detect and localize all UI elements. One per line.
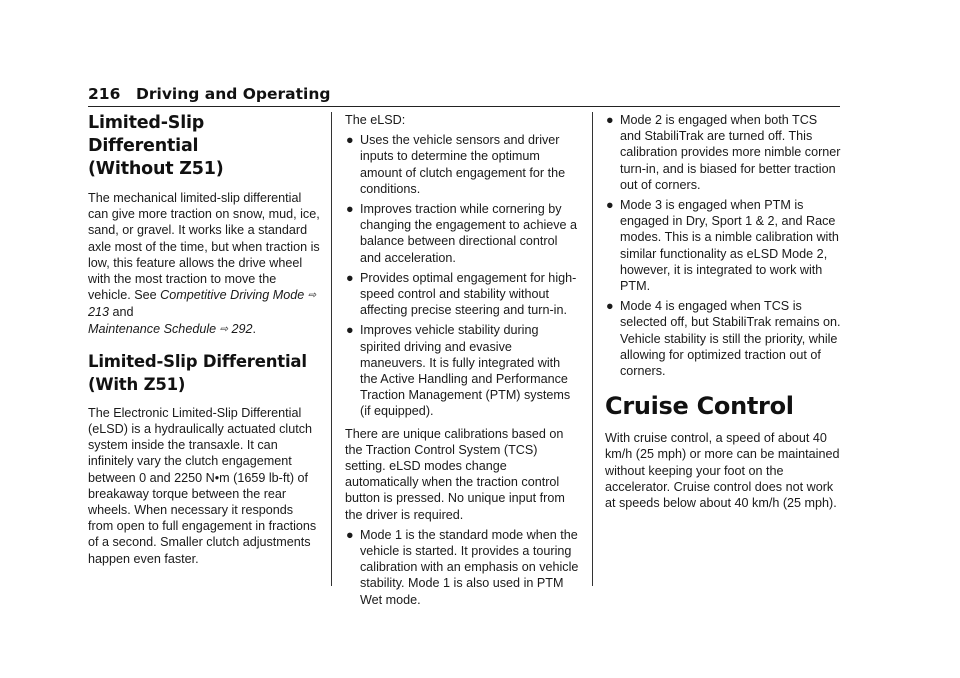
page-number: 216 [88,85,121,103]
list-item: ● Improves traction while cornering by changing the engagement to achieve a balance between directional control and acceleration. [346,202,578,265]
bullet-icon: ● [346,323,354,338]
bullet-icon: ● [346,133,354,148]
paragraph-calibrations: There are unique calibrations based on the Traction Control System (TCS) setting. eLSD modes change automatically when the traction control button is pressed. No unique input from the driver is required. [345,426,565,522]
section-title: Driving and Operating [136,85,331,103]
list-item: ● Mode 2 is engaged when both TCS and StabiliTrak are turned off. This calibration provides more nimble corner turn-in, and is biased for better traction out of corners. [606,113,841,192]
paragraph-cruise-control: With cruise control, a speed of about 40 km/h (25 mph) or more can be maintained without keeping your foot on the accelerator. Cruise control does not work at speeds below about 40 km/h (25 mph). [605,431,840,511]
mode-list-continued [605,112,841,379]
bullet-icon: ● [346,202,354,217]
elsd-intro: The eLSD: [345,113,406,127]
heading-line: (Without Z51) [88,159,224,179]
list-item: ● Uses the vehicle sensors and driver inputs to determine the optimum amount of clutch engagement for the conditions. [346,133,566,196]
list-item: ● Mode 4 is engaged when TCS is selected off, but StabiliTrak remains on. Vehicle stability is still the priority, while allowing for optimized traction out of corners. [606,299,841,379]
column-middle [345,112,581,608]
list-item: ● Provides optimal engagement for high-speed control and stability without affecting precise steering and turn-in. [346,270,577,318]
heading-line: Limited-Slip Differential [88,113,205,156]
list-item: ● Improves vehicle stability during spirited driving and evasive maneuvers. It is fully integrated with the Active Handling and Performance Traction Management (PTM) systems (if equipped). [346,323,571,419]
heading-lsd-with-z51: Limited-Slip Differential (With Z51) [88,351,307,394]
list-item: ● Mode 3 is engaged when PTM is engaged in Dry, Sport 1 & 2, and Race modes. This is a nimble calibration with similar functionality as eLSD Mode 2, however, it is integrated to work with PTM. [606,198,839,294]
column-left [88,112,320,567]
bullet-icon: ● [346,270,354,285]
heading-lsd-without-z51 [88,112,320,181]
bullet-icon: ● [606,198,614,213]
bullet-icon: ● [606,299,614,314]
list-item: ● Mode 1 is the standard mode when the vehicle is started. It provides a touring calibration with an emphasis on vehicle stability. Mode 1 is also used in PTM Wet mode. [346,527,579,607]
paragraph-elsd: The Electronic Limited-Slip Differential (eLSD) is a hydraulically actuated clutch system inside the transaxle. It can infinitely vary the clutch engagement between 0 and 2250 N•m (1659 lb-ft) of breakaway torque between the rear wheels. When necessary it responds from open to full engagement in fractions of a second. Smaller clutch adjustments happen even faster. [88,405,317,566]
column-right [605,112,841,511]
column-divider [592,112,593,586]
page-ref-arrow-icon: ⇨ [307,290,317,302]
page-header [88,84,840,107]
heading-cruise-control: Cruise Control [605,392,794,421]
bullet-icon: ● [606,113,614,127]
mode-list [345,527,581,608]
elsd-feature-list [345,132,581,419]
bullet-icon: ● [346,527,354,542]
paragraph-mechanical-lsd: The mechanical limited-slip differential can give more traction on snow, mud, ice, sand, or gravel. It works like a standard axle most of the time, but when traction is low, this feature allows the drive wheel with the most traction to move the vehicle. See Competitive Driving Mode ⇨ 213 and Maintenance Schedule ⇨ 292. [88,191,320,336]
paragraph-text: The mechanical limited-slip differential can give more traction on snow, mud, ice, sand, or gravel. It works like a standard axle most of the time, but when traction is low, this feature allows the drive wheel with the most traction to move the vehicle. See [88,191,320,303]
column-divider [331,112,332,586]
link-competitive-driving-mode[interactable]: Competitive Driving Mode ⇨ 213 [88,288,317,320]
page-ref-arrow-icon: ⇨ [219,323,229,335]
link-maintenance-schedule[interactable]: Maintenance Schedule ⇨ 292 [88,321,253,336]
